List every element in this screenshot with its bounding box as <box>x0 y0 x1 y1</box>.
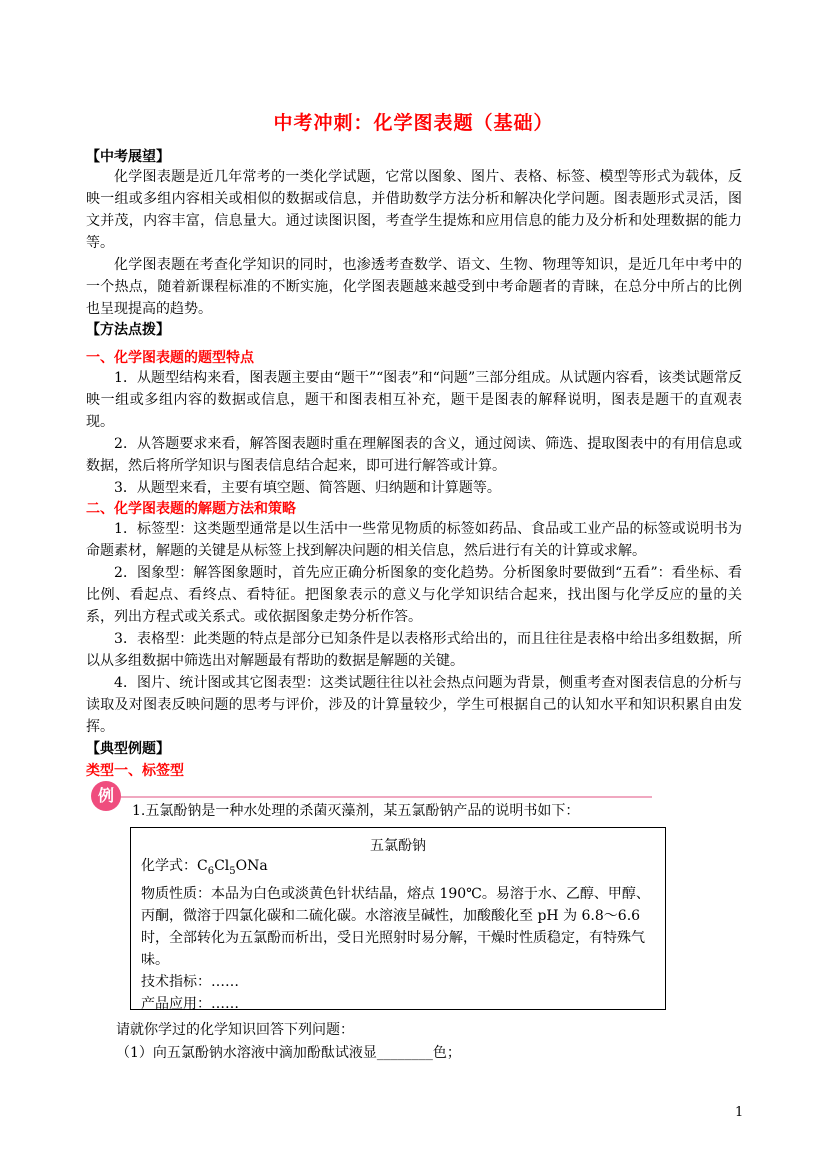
formula-cl: Cl <box>214 858 230 874</box>
section-2-paragraph-2: 2．图象型：解答图象题时，首先应正确分析图象的变化趋势。分析图象时要做到“五看”：看坐标、看比例、看起点、看终点、看特征。把图象表示的意义与化学知识结合起来，找出图与化学反应的量的关系，列出方程式或关系式。或依据图象走势分析作答。 <box>86 565 742 625</box>
type-1-heading: 类型一、标签型 <box>86 763 184 779</box>
formula-c-sub: 6 <box>207 865 215 877</box>
section-2-heading: 二、化学图表题的解题方法和策略 <box>86 501 296 517</box>
formula-rest: ONa <box>235 858 268 874</box>
product-label-box <box>130 827 666 1010</box>
example-heading: 【典型例题】 <box>86 741 170 757</box>
section-2-paragraph-1: 1．标签型：这类题型通常是以生活中一些常见物质的标签如药品、食品或工业产品的标签或说明书为命题素材，解题的关键是从标签上找到解决问题的相关信息，然后进行有关的计算或求解。 <box>86 521 742 559</box>
section-2-body <box>86 518 742 738</box>
section-1-body <box>86 367 742 499</box>
section-1-paragraph-2: 2．从答题要求来看，解答图表题时重在理解图表的含义，通过阅读、筛选、提取图表中的有用信息或数据，然后将所学知识与图表信息结合起来，即可进行解答或计算。 <box>86 436 742 474</box>
outlook-heading: 【中考展望】 <box>86 149 170 165</box>
section-2-paragraph-4: 4．图片、统计图或其它图表型：这类试题往往以社会热点问题为背景，侧重考查对图表信息的分析与读取及对图表反映问题的思考与评价，涉及的计算量较少，学生可根据自己的认知水平和知识积累自由发挥。 <box>86 675 742 735</box>
formula-c: C <box>197 858 208 874</box>
outlook-paragraph-2: 化学图表题在考查化学知识的同时，也渗透考查数学、语文、生物、物理等知识，是近几年中考中的一个热点，随着新课程标准的不断实施，化学图表题越来越受到中考命题者的青睐，在总分中所占的比例也呈现提高的趋势。 <box>86 257 742 317</box>
example-badge-icon: 例 <box>91 781 121 811</box>
example-question: 1.五氯酚钠是一种水处理的杀菌灭藻剂，某五氯酚钠产品的说明书如下： <box>132 803 580 819</box>
formula-line <box>141 855 659 883</box>
usage-text: 产品应用：…… <box>141 995 239 1012</box>
sub-question-1: （1）向五氯酚钠水溶液中滴加酚酞试液显________色； <box>116 1045 461 1061</box>
outlook-paragraph-1: 化学图表题是近几年常考的一类化学试题，它常以图象、图片、表格、标签、模型等形式为载体，反映一组或多组内容相关或相似的数据或信息，并借助数学方法分析和解决化学问题。图表题形式灵活，图文并茂，内容丰富，信息量大。通过读图识图，考查学生提炼和应用信息的能力及分析和处理数据的能力等。 <box>86 169 742 251</box>
section-1-paragraph-3: 3．从题型来看，主要有填空题、简答题、归纳题和计算题等。 <box>114 480 501 496</box>
example-underline <box>112 796 652 798</box>
page-title: 中考冲刺：化学图表题（基础） <box>273 112 554 134</box>
formula-cl-sub: 5 <box>229 865 236 877</box>
formula-label: 化学式： <box>141 858 197 874</box>
outlook-body <box>86 166 742 320</box>
label-body <box>141 855 659 1015</box>
section-1-heading: 一、化学图表题的题型特点 <box>86 350 254 366</box>
tech-spec-text: 技术指标：…… <box>141 973 239 990</box>
properties-text: 物质性质：本品为白色或淡黄色针状结晶，熔点 190℃。易溶于水、乙醇、甲醇、丙酮，微溶于四氯化碳和二硫化碳。水溶液呈碱性，加酸酸化至 pH 为 6.8～6.6 时，全部转化为五氯酚而析出，受日光照射时易分解，干燥时性质稳定，有特殊气味。 <box>141 885 650 968</box>
page-number: 1 <box>735 1105 744 1120</box>
label-title: 五氯酚钠 <box>370 838 426 854</box>
section-2-paragraph-3: 3．表格型：此类题的特点是部分已知条件是以表格形式给出的，而且往往是表格中给出多组数据，所以从多组数据中筛选出对解题最有帮助的数据是解题的关键。 <box>86 631 742 669</box>
method-heading: 【方法点拨】 <box>86 322 170 338</box>
section-1-paragraph-1: 1．从题型结构来看，图表题主要由“题干”“图表”和“问题”三部分组成。从试题内容看，该类试题常反映一组或多组内容的数据或信息，题干和图表相互补充，题干是图表的解释说明，图表是题干的直观表现。 <box>86 370 742 430</box>
question-prompt: 请就你学过的化学知识回答下列问题： <box>116 1022 354 1038</box>
